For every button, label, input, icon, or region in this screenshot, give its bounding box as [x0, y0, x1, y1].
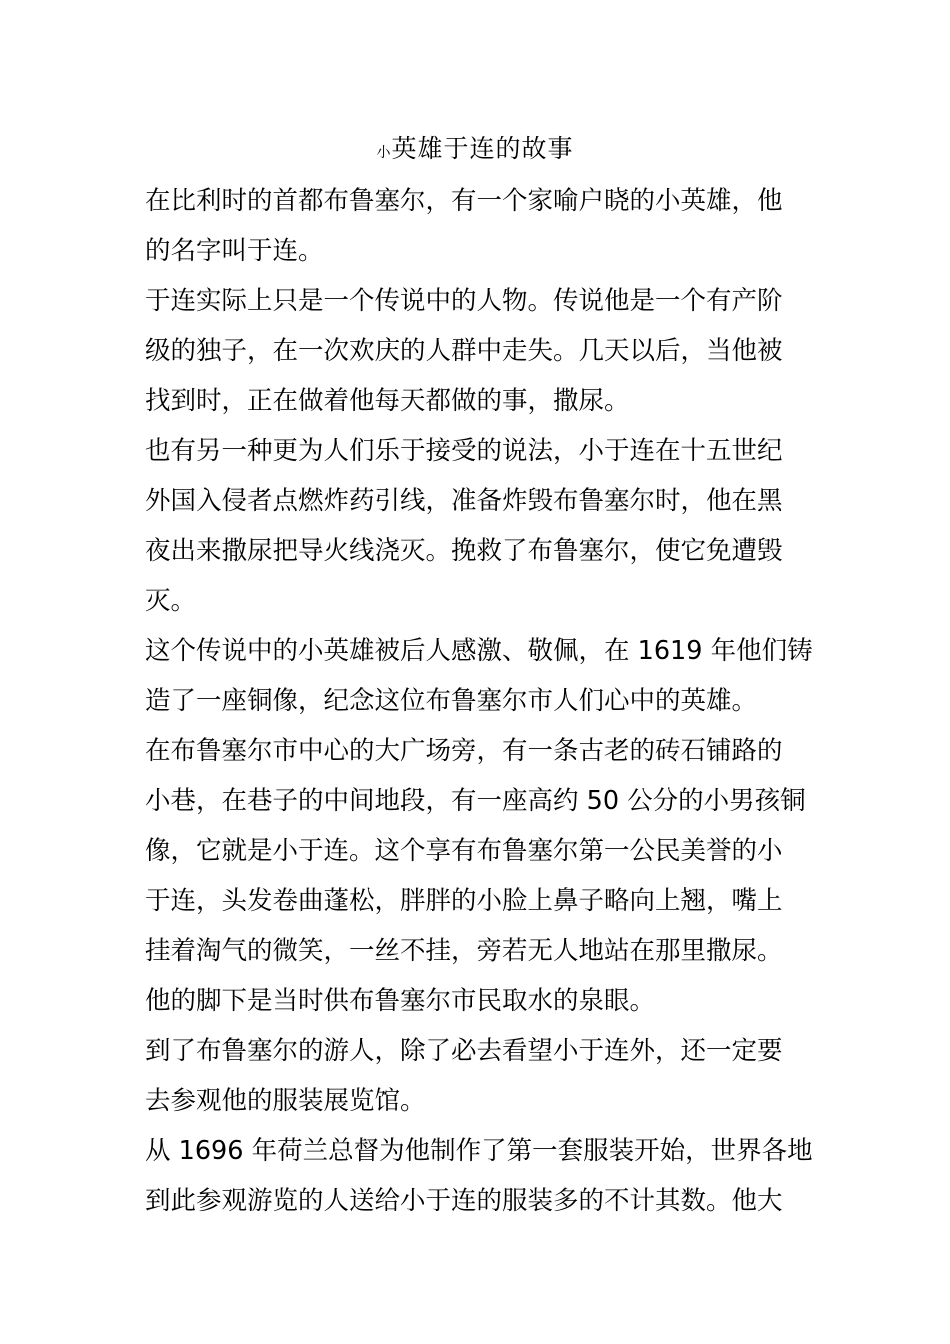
text-line: 也有另一种更为人们乐于接受的说法，小于连在十五世纪 [145, 436, 783, 466]
text-line: 小巷，在巷子的中间地段，有一座高约 50 公分的小男孩铜 [145, 786, 806, 816]
text-line: 到此参观游览的人送给小于连的服装多的不计其数。他大 [145, 1186, 783, 1216]
text-line: 像，它就是小于连。这个享有布鲁塞尔第一公民美誉的小 [145, 836, 783, 866]
text-line: 造了一座铜像，纪念这位布鲁塞尔市人们心中的英雄。 [145, 686, 758, 716]
text-line: 夜出来撒尿把导火线浇灭。挽救了布鲁塞尔，使它免遭毁 [145, 536, 783, 566]
text-line: 挂着淘气的微笑，一丝不挂，旁若无人地站在那里撒尿。 [145, 936, 783, 966]
title-main-text: 英雄于连的故事 [391, 134, 574, 163]
text-line: 从 1696 年荷兰总督为他制作了第一套服装开始，世界各地 [145, 1136, 813, 1166]
title-small-char: 小 [376, 145, 392, 161]
text-line: 外国入侵者点燃炸药引线，准备炸毁布鲁塞尔时，他在黑 [145, 486, 783, 516]
text-line: 于连实际上只是一个传说中的人物。传说他是一个有产阶 [145, 286, 783, 316]
document-body [145, 176, 813, 1226]
text-line: 到了布鲁塞尔的游人，除了必去看望小于连外，还一定要 [145, 1036, 783, 1066]
text-line: 在比利时的首都布鲁塞尔，有一个家喻户晓的小英雄，他 [145, 186, 783, 216]
text-line: 的名字叫于连。 [145, 236, 324, 266]
text-line: 灭。 [145, 586, 197, 616]
text-line: 找到时，正在做着他每天都做的事，撒尿。 [145, 386, 630, 416]
text-line: 他的脚下是当时供布鲁塞尔市民取水的泉眼。 [145, 986, 656, 1016]
text-line: 去参观他的服装展览馆。 [145, 1086, 426, 1116]
text-line: 在布鲁塞尔市中心的大广场旁，有一条古老的砖石铺路的 [145, 736, 783, 766]
text-line: 于连，头发卷曲蓬松，胖胖的小脸上鼻子略向上翘，嘴上 [145, 886, 783, 916]
text-line: 这个传说中的小英雄被后人感激、敬佩，在 1619 年他们铸 [145, 636, 813, 666]
document-title [0, 134, 950, 168]
text-line: 级的独子，在一次欢庆的人群中走失。几天以后，当他被 [145, 336, 783, 366]
